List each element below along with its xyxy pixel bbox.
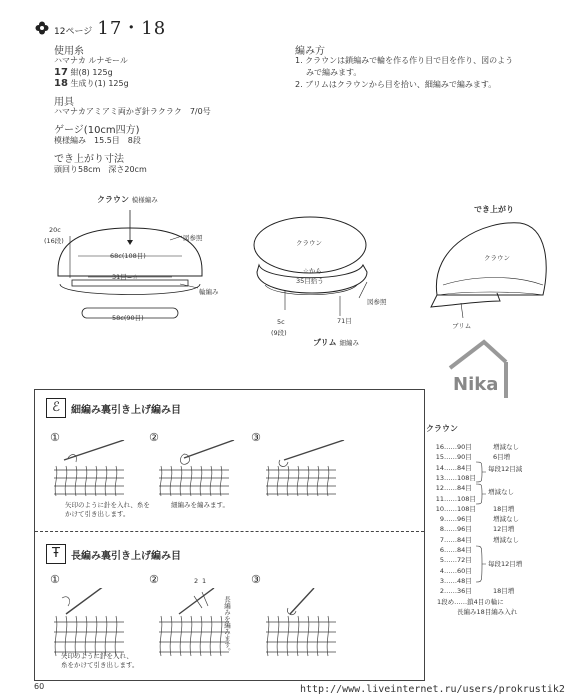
crown-diagram-ref: 図参照 [183,234,203,242]
crown-height: 20c [49,226,61,234]
crown-row-stitches: 108目 [457,504,476,513]
crown-title: クラウン [97,195,129,204]
brim-rows-cm: 5c [277,318,285,326]
crown-row-stitches: 96目 [457,515,472,524]
crown-table-row [432,442,519,451]
crown-pattern: 模様編み [131,196,158,204]
crown-row-stitches: 90目 [457,453,472,462]
yarn-17-number: 17 [54,67,68,78]
crown-row-number: 12 [435,484,444,493]
finished-hat-diagram [425,215,555,335]
brim-crown: クラウン [296,239,322,247]
method-title: 編み方 [295,46,325,57]
technique2-step2-marker: ② [149,573,159,586]
crown-row-number: 4 [439,566,444,575]
crown-row1-cont: 長編み18目編み入れ [457,608,518,616]
page-prefix: 12ページ [54,27,93,37]
size-value: 頭回り58cm 深さ20cm [54,165,147,174]
crown-row-stitches: 60目 [457,566,472,575]
technique2-step3-marker: ③ [251,573,261,586]
crown-row-dots: …… [444,463,457,472]
crown-row1: 1段め……鎖4目の輪に [437,598,504,606]
technique2-label-1: 1 [202,577,207,585]
brim-from: ☆から [303,267,322,275]
crown-row-number: 16 [435,443,444,451]
crown-edge: 輪編み [199,288,219,296]
crown-row-dots: …… [444,556,457,565]
page-header [54,14,166,40]
crown-row-dots: …… [444,587,457,596]
crown-row-change: 18目増 [493,587,515,596]
crown-row-dots: …… [444,443,457,451]
technique1-step2-marker: ② [149,431,159,444]
technique2-note2: 長編みを編みます。 [223,596,231,655]
crown-group-none: 増減なし [488,488,514,496]
finished-brim: ブリム [452,322,472,330]
technique2-step1-marker: ① [50,573,60,586]
crown-row-change: 12目増 [493,525,515,534]
technique1-note2: 細編みを編みます。 [171,501,229,509]
crown-row-number: 8 [439,525,444,534]
crown-row-change: 増減なし [493,515,519,524]
crown-row-change: 増減なし [493,443,519,451]
crown-row-dots: …… [444,473,457,482]
crown-row-stitches: 84目 [457,546,472,554]
yarn-title: 使用糸 [54,46,84,57]
crown-row-dots: …… [444,525,457,534]
crown-row-stitches: 36目 [457,587,472,596]
brim-71-stitches: 71目 [337,317,352,325]
technique1-note-line2: かけて引き出します。 [65,510,130,518]
yarn-18-value: 生成り(1) 125g [70,79,129,88]
crown-row-number: 15 [435,453,444,462]
brim-rows: (9段) [271,329,287,337]
crown-row-stitches: 48目 [457,576,472,585]
crown-row-change: 増減なし [493,535,519,544]
yarn-18-number: 18 [54,78,68,89]
crown-group-increase: 毎段12目増 [488,560,523,568]
technique2-note-line1: 矢印のように針を入れ、 [61,652,133,660]
crown-row-dots: …… [444,576,457,585]
technique2-label-2: 2 [194,577,199,585]
tools-value: ハマナカアミアミ両かぎ針ラクラク 7/0号 [54,107,211,116]
crown-row-dots: …… [444,484,457,493]
technique2-symbol-icon: Ŧ [46,544,66,564]
crown-row-stitches: 108目 [457,494,476,503]
technique1-illustrations [44,440,364,500]
gauge-value: 模様編み 15.5目 8段 [54,136,141,145]
brim-label [313,336,359,350]
gauge-title: ゲージ(10cm四方) [54,125,140,136]
crown-row-number: 3 [439,576,444,585]
technique1-title: 細編み裏引き上げ編み目 [71,405,181,416]
crown-row-stitches: 96目 [457,525,472,534]
crown-top-stitches: 68c(108目) [110,252,146,260]
brim-stitch: 細編み [339,339,359,347]
crown-table-row [432,452,510,461]
crown-row-change: 6目増 [493,453,511,462]
page-number: 60 [34,682,45,691]
finished-crown: クラウン [484,254,510,262]
crown-row-dots: …… [444,566,457,575]
method-step1-line1: 1. クラウンは鎖編みで輪を作る作り目で目を作り、図のよう [295,56,514,65]
crown-row-stitches: 90目 [457,443,472,451]
crown-row-dots: …… [444,453,457,462]
yarn-17-value: 紺(8) 125g [70,68,113,77]
method-step2: 2. ブリムはクラウンから目を拾い、細編みで編みます。 [295,80,497,89]
crown-bottom: 58c(90目) [112,314,144,322]
crown-row-dots: …… [444,546,457,554]
crown-label [97,193,158,207]
crown-row-change: 18目増 [493,504,515,513]
brim-title: ブリム [313,338,337,347]
crown-row-stitches: 84目 [457,484,472,493]
technique1-symbol-icon: ℰ [46,398,66,418]
tools-title: 用具 [54,97,74,108]
technique1-step1-marker: ① [50,431,60,444]
crown-row-number: 9 [439,515,444,524]
crown-row-dots: …… [444,494,457,503]
technique2-note-line2: 糸をかけて引き出します。 [61,661,139,669]
crown-row-number: 5 [439,556,444,565]
crown-row-number: 7 [439,535,444,544]
yarn-brand: ハマナカ ルナモール [54,56,128,65]
technique2-title: 長編み裏引き上げ編み目 [71,551,181,562]
finished-title: でき上がり [474,205,514,214]
technique1-step3-marker: ③ [251,431,261,444]
technique-divider [35,531,424,532]
crown-row-dots: …… [444,535,457,544]
crown-row-dots: …… [444,504,457,513]
source-url: http://www.liveinternet.ru/users/prokrustik2 [300,684,565,695]
crown-row-number: 6 [439,546,444,554]
crown-row-stitches: 84目 [457,535,472,544]
size-title: でき上がり寸法 [54,154,124,165]
pattern-numbers: 17・18 [97,18,167,39]
crown-row-number: 10 [435,504,444,513]
technique1-note-line1: 矢印のように針を入れ、糸を [65,501,150,509]
crown-table-title: クラウン [426,424,458,433]
flower-icon [35,20,49,34]
crown-row-stitches: 108目 [457,473,476,482]
crown-table-brackets [474,460,494,590]
crown-row-number: 13 [435,473,444,482]
crown-group-decrease: 毎段12目減 [488,465,523,473]
yarn-18 [54,77,129,90]
method-step1-line2: みで編みます。 [306,68,362,77]
crown-row-dots: …… [444,515,457,524]
crown-row-stitches: 72目 [457,556,472,565]
crown-row-number: 2 [439,587,444,596]
watermark-text: Nika [453,374,499,395]
brim-diagram-ref: 図参照 [367,298,387,306]
crown-rows: (16段) [44,237,64,245]
brim-pick: 35目拾う [296,277,324,285]
crown-row-stitches: 84目 [457,463,472,472]
crown-31-stitches: 31目=☆ [112,273,139,281]
technique2-illustrations [44,588,364,658]
crown-row-number: 11 [435,494,444,503]
crown-row-number: 14 [435,463,444,472]
